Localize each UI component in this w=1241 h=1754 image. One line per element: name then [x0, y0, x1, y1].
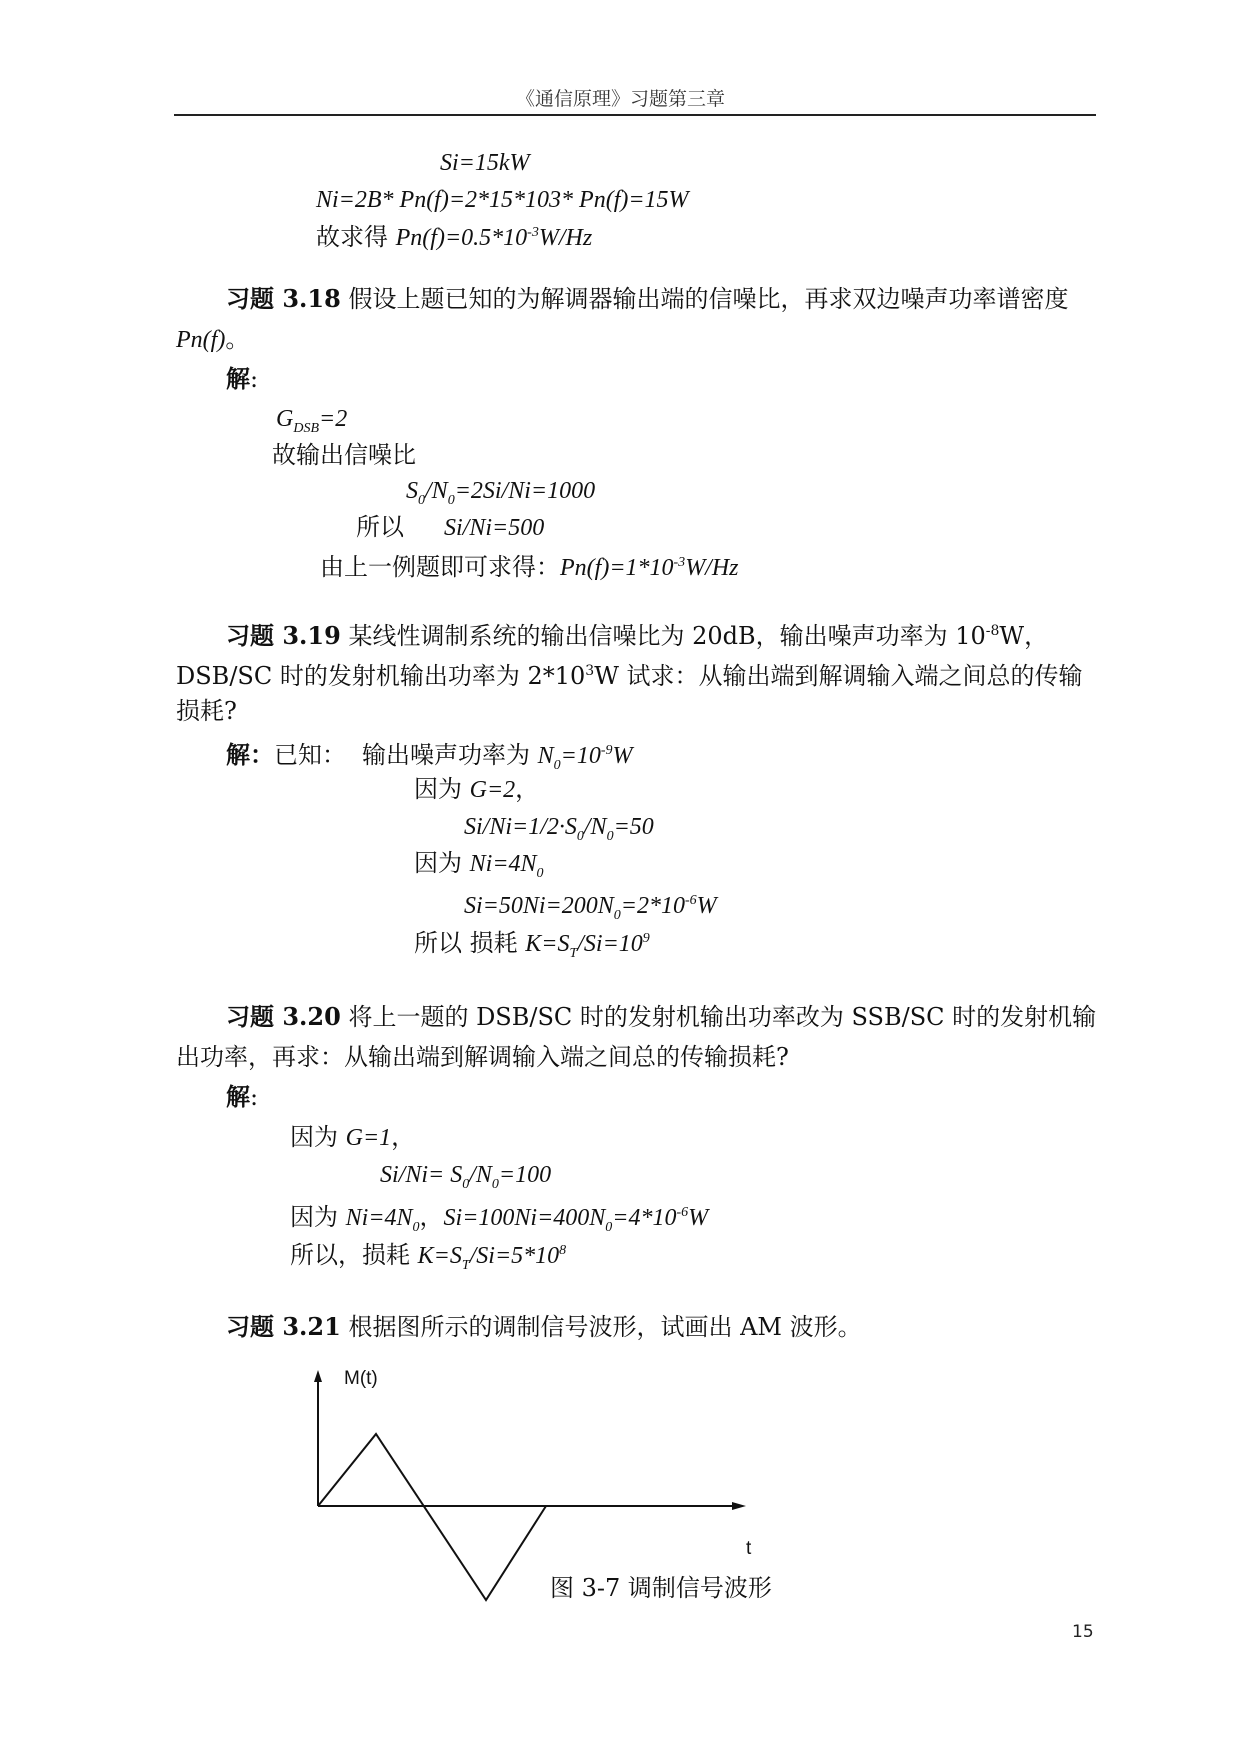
equation-pn-result: 故求得 $Pn(f)=0.5*10^{-3}W/Hz$ [316, 223, 593, 251]
solution-label: 解: [226, 364, 259, 393]
equation-s0n0: $S_0/N_0=2Si/Ni=1000$ [406, 478, 596, 508]
page-number: 15 [1072, 1622, 1094, 1642]
equation-sini-50: $Si/Ni=1/2\cdot S_0/N_0=50$ [464, 814, 654, 844]
x-axis-label: t [746, 1538, 752, 1559]
problem-3-19-line3: 损耗? [176, 697, 237, 725]
problem-3-20-line2: 出功率，再求：从输出端到解调输入端之间总的传输损耗? [176, 1043, 789, 1071]
equation-pn-1e-3: 由上一例题即可求得：$Pn(f)=1*10^{-3}W/Hz$ [320, 553, 739, 581]
equation-loss-k-ssb: 所以，损耗 $K=S_T/Si=5*10^8$ [290, 1241, 567, 1273]
problem-3-19-line1: 习题 3.19 某线性调制系统的输出信噪比为 20dB，输出噪声功率为 $10^{-8}W$， [226, 621, 1049, 650]
equation-sini-500: 所以 Si/Ni=500 [356, 513, 545, 541]
equation-si: Si=15kW [440, 150, 530, 176]
problem-3-18-line1: 习题 3.18 假设上题已知的为解调器输出端的信噪比，再求双边噪声功率谱密度 [226, 284, 1069, 313]
triangle-waveform [318, 1434, 546, 1600]
solution-3-19-known: 解：已知： 输出噪声功率为 $N_0=10^{-9}W$ [226, 740, 633, 773]
equation-sini-100: $Si/Ni= S_0/N_0=100$ [380, 1162, 552, 1192]
problem-3-19-line2: DSB/SC 时的发射机输出功率为 $2*10^3W$ 试求：从输出端到解调输入端之间总的传输 [176, 662, 1083, 690]
problem-3-18-line2: Pn(f)。 [176, 325, 250, 353]
page-header: 《通信原理》习题第三章 [515, 88, 725, 110]
equation-ni-4n0: 因为 $Ni=4N_0$ [414, 849, 544, 881]
equation-loss-k: 所以 损耗 $K=S_T/Si=10^9$ [414, 929, 650, 961]
figure-caption: 图 3-7 调制信号波形 [550, 1574, 772, 1602]
y-axis-label: M(t) [344, 1370, 378, 1389]
equation-ni: Ni=2B* Pn(f)=2*15*103* Pn(f)=15W [316, 187, 689, 213]
equation-si-100ni: 因为 $Ni=4N_0$，$Si=100Ni=400N_0=4*10^{-6}W$ [290, 1203, 709, 1235]
equation-g-2: 因为 G=2， [414, 775, 540, 803]
equation-g-1: 因为 G=1， [290, 1123, 416, 1151]
equation-si-50ni: $Si=50Ni=200N_0=2*10^{-6}W$ [464, 893, 717, 923]
x-axis-arrow [732, 1502, 746, 1510]
problem-3-20-line1: 习题 3.20 将上一题的 DSB/SC 时的发射机输出功率改为 SSB/SC 时的发射机输 [226, 1002, 1097, 1031]
problem-3-21-line1: 习题 3.21 根据图所示的调制信号波形，试画出 AM 波形。 [226, 1312, 862, 1341]
equation-gdsb: $G_{DSB}=2$ [276, 406, 348, 436]
text-output-snr: 故输出信噪比 [272, 441, 416, 469]
solution-label: 解: [226, 1082, 259, 1111]
y-axis-arrow [314, 1370, 322, 1382]
header-divider [174, 114, 1096, 116]
